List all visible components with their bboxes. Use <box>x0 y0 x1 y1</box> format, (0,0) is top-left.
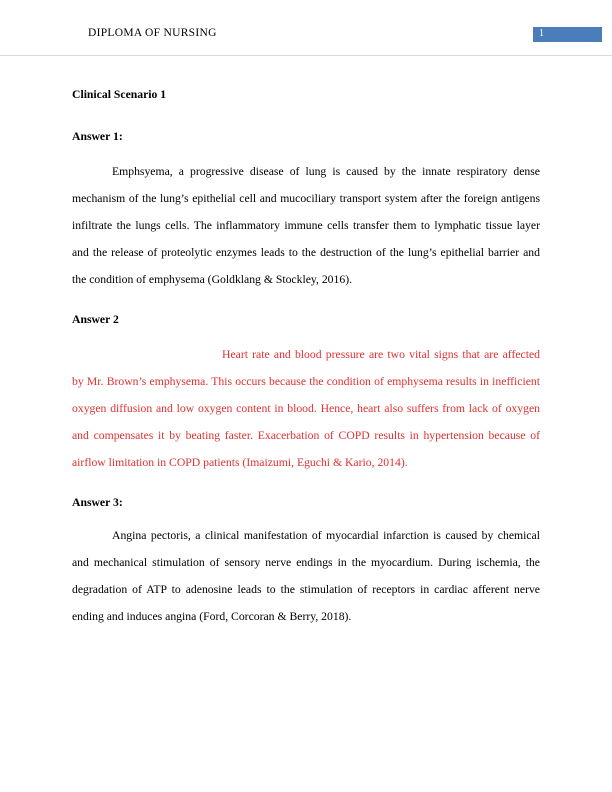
answer-1-paragraph: Emphsyema, a progressive disease of lung is caused by the innate respiratory dense mechanism of the lung’s epithelial cell and mucociliary transport system after the foreign antigens infiltrate the lungs cells. The inflammatory immune cells transfer them to lymphatic tissue layer and the release of proteolytic enzymes leads to the destruction of the lung’s epithelial barrier and the condition of emphysema (Goldklang & Stockley, 2016). <box>72 165 540 286</box>
answer-3-heading: Answer 3: <box>72 496 123 509</box>
answer-2-paragraph: Heart rate and blood pressure are two vital signs that are affected by Mr. Brown’s emphysema. This occurs because the condition of emphysema results in inefficient oxygen diffusion and low oxygen content in blood. Hence, heart also suffers from lack of oxygen and compensates it by beating faster. Exacerbation of COPD results in hypertension because of airflow limitation in COPD patients (Imaizumi, Eguchi & Kario, 2014). <box>72 348 540 469</box>
header-divider <box>0 55 612 56</box>
answer-1-heading: Answer 1: <box>72 130 123 143</box>
section-title: Clinical Scenario 1 <box>72 88 167 101</box>
page-number: 1 <box>539 28 544 39</box>
answer-3-paragraph: Angina pectoris, a clinical manifestation of myocardial infarction is caused by chemical and mechanical stimulation of sensory nerve endings in the myocardium. During ischemia, the degradation of ATP to adenosine leads to the stimulation of receptors in cardiac afferent nerve ending and induces angina (Ford, Corcoran & Berry, 2018). <box>72 529 540 623</box>
document-body <box>72 88 540 630</box>
page-header <box>0 27 612 43</box>
header-title: DIPLOMA OF NURSING <box>88 27 217 39</box>
page-number-badge <box>533 27 602 42</box>
answer-2-heading: Answer 2 <box>72 313 119 326</box>
